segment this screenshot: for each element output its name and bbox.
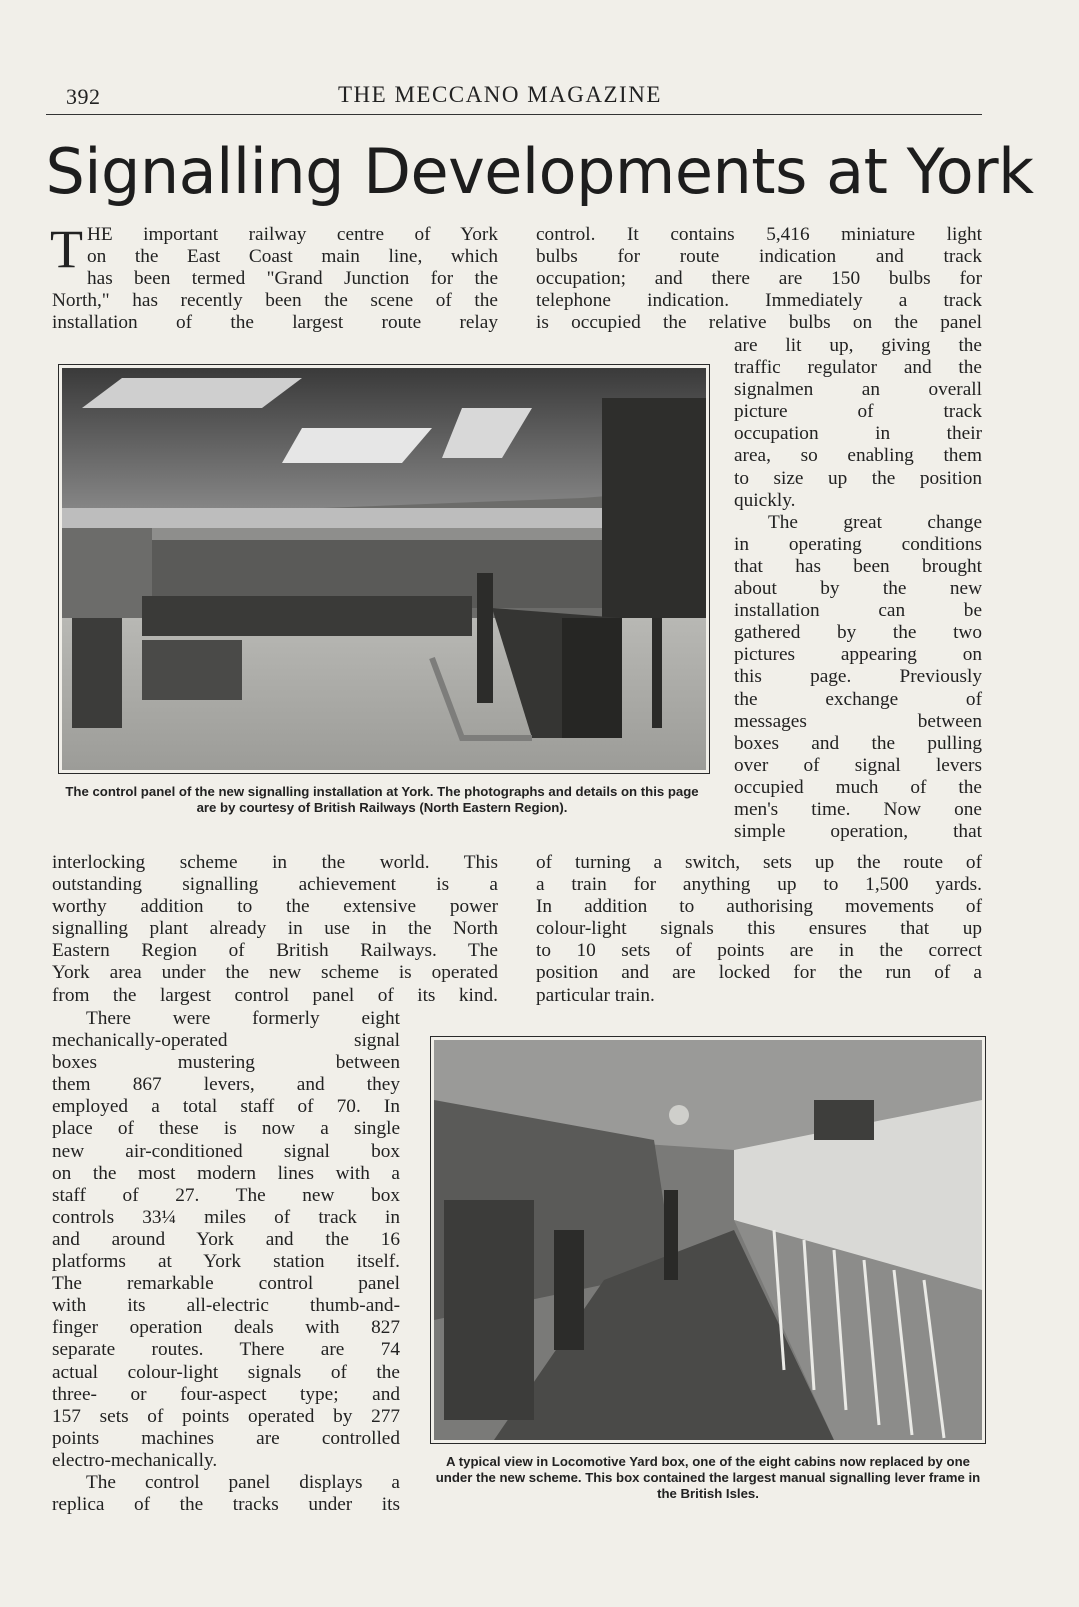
figure-2-caption: A typical view in Locomotive Yard box, one of the eight cabins now replaced by one under the new scheme. This box contained the largest manual signalling lever frame in the British Isles. bbox=[435, 1454, 981, 1501]
text-line: picture of track bbox=[734, 401, 982, 423]
text-line: three- or four-aspect type; and bbox=[52, 1383, 400, 1405]
page-number: 392 bbox=[66, 84, 101, 109]
text-line: colour-light signals this ensures that up bbox=[536, 918, 982, 940]
figure-1-caption: The control panel of the new signalling installation at York. The photographs and details on this page are by courtesy of British Railways (North Eastern Region). bbox=[65, 784, 699, 815]
text-line: gathered by the two bbox=[734, 622, 982, 644]
column-right-narrow bbox=[734, 335, 982, 843]
text-line: on the East Coast main line, which bbox=[87, 246, 498, 268]
text-line: controls 33¼ miles of track in bbox=[52, 1206, 400, 1228]
text-line: 157 sets of points operated by 277 bbox=[52, 1405, 400, 1427]
text-line: this page. Previously bbox=[734, 666, 982, 688]
text-line: with its all-electric thumb-and- bbox=[52, 1295, 400, 1317]
text-line: The remarkable control panel bbox=[52, 1273, 400, 1295]
text-line: The control panel displays a bbox=[86, 1471, 400, 1493]
text-line: traffic regulator and the bbox=[734, 357, 982, 379]
text-line: bulbs for route indication and track bbox=[536, 246, 982, 268]
text-line: a train for anything up to 1,500 yards. bbox=[536, 874, 982, 896]
text-line: platforms at York station itself. bbox=[52, 1251, 400, 1273]
text-line: control. It contains 5,416 miniature light bbox=[536, 224, 982, 245]
text-line: electro-mechanically. bbox=[52, 1449, 218, 1471]
text-line: from the largest control panel of its kind. bbox=[52, 984, 498, 1006]
text-line: and around York and the 16 bbox=[52, 1228, 400, 1250]
column-2-middle bbox=[536, 852, 982, 1007]
text-line: signalmen an overall bbox=[734, 379, 982, 401]
text-line: The great change bbox=[768, 511, 982, 533]
text-line: to size up the position bbox=[734, 467, 982, 489]
text-line: over of signal levers bbox=[734, 754, 982, 776]
text-line: mechanically-operated signal bbox=[52, 1030, 400, 1052]
text-line: outstanding signalling achievement is a bbox=[52, 874, 498, 896]
text-line: are lit up, giving the bbox=[734, 335, 982, 356]
text-line: North," has recently been the scene of the bbox=[52, 290, 498, 312]
text-line: Eastern Region of British Railways. The bbox=[52, 940, 498, 962]
text-line: finger operation deals with 827 bbox=[52, 1317, 400, 1339]
column-1-top bbox=[50, 219, 498, 334]
text-line: staff of 27. The new box bbox=[52, 1184, 400, 1206]
text-line: men's time. Now one bbox=[734, 798, 982, 820]
text-line: In addition to authorising movements of bbox=[536, 896, 982, 918]
text-line: particular train. bbox=[536, 984, 655, 1006]
text-line: separate routes. There are 74 bbox=[52, 1339, 400, 1361]
photo-control-panel bbox=[58, 364, 710, 774]
photo-locomotive-yard-box bbox=[430, 1036, 986, 1444]
paragraph-intro bbox=[50, 219, 498, 334]
text-line: new air-conditioned signal box bbox=[52, 1140, 400, 1162]
text-line: messages between bbox=[734, 710, 982, 732]
text-line: installation can be bbox=[734, 600, 982, 622]
article-title: Signalling Developments at York bbox=[45, 135, 1034, 208]
text-line: replica of the tracks under its bbox=[52, 1494, 400, 1516]
text-line: boxes mustering between bbox=[52, 1052, 400, 1074]
text-line: boxes and the pulling bbox=[734, 732, 982, 754]
drop-cap: T bbox=[50, 219, 83, 279]
text-line: worthy addition to the extensive power bbox=[52, 896, 498, 918]
text-line: simple operation, that bbox=[734, 821, 982, 843]
running-head: THE MECCANO MAGAZINE bbox=[338, 82, 662, 107]
text-line: York area under the new scheme is operated bbox=[52, 962, 498, 984]
text-line: occupation; and there are 150 bulbs for bbox=[536, 268, 982, 290]
text-line: actual colour-light signals of the bbox=[52, 1361, 400, 1383]
text-line: on the most modern lines with a bbox=[52, 1162, 400, 1184]
header-rule bbox=[46, 114, 982, 115]
locomotive-yard-photo-image bbox=[434, 1040, 982, 1440]
text-line: in operating conditions bbox=[734, 533, 982, 555]
text-line: signalling plant already in use in the North bbox=[52, 918, 498, 940]
text-line: them 867 levers, and they bbox=[52, 1074, 400, 1096]
column-2-top bbox=[536, 224, 982, 334]
text-line: telephone indication. Immediately a track bbox=[536, 290, 982, 312]
text-line: area, so enabling them bbox=[734, 445, 982, 467]
text-line: place of these is now a single bbox=[52, 1118, 400, 1140]
text-line: There were formerly eight bbox=[86, 1008, 400, 1029]
text-line: employed a total staff of 70. In bbox=[52, 1096, 400, 1118]
text-line: the exchange of bbox=[734, 688, 982, 710]
text-line: pictures appearing on bbox=[734, 644, 982, 666]
text-line: installation of the largest route relay bbox=[52, 312, 498, 334]
text-line: points machines are controlled bbox=[52, 1427, 400, 1449]
text-line: that has been brought bbox=[734, 555, 982, 577]
text-line: about by the new bbox=[734, 578, 982, 600]
text-line: interlocking scheme in the world. This bbox=[52, 852, 498, 873]
column-1-bottom bbox=[52, 1008, 400, 1516]
text-line: has been termed "Grand Junction for the bbox=[87, 268, 498, 290]
text-line: quickly. bbox=[734, 489, 796, 511]
text-line: occupied much of the bbox=[734, 776, 982, 798]
text-line: occupation in their bbox=[734, 423, 982, 445]
text-line: HE important railway centre of York bbox=[87, 224, 498, 245]
control-panel-photo-image bbox=[62, 368, 706, 770]
column-1-middle bbox=[52, 852, 498, 1007]
text-line: to 10 sets of points are in the correct bbox=[536, 940, 982, 962]
text-line: position and are locked for the run of a bbox=[536, 962, 982, 984]
text-line: of turning a switch, sets up the route of bbox=[536, 852, 982, 873]
text-line: is occupied the relative bulbs on the panel bbox=[536, 312, 982, 334]
